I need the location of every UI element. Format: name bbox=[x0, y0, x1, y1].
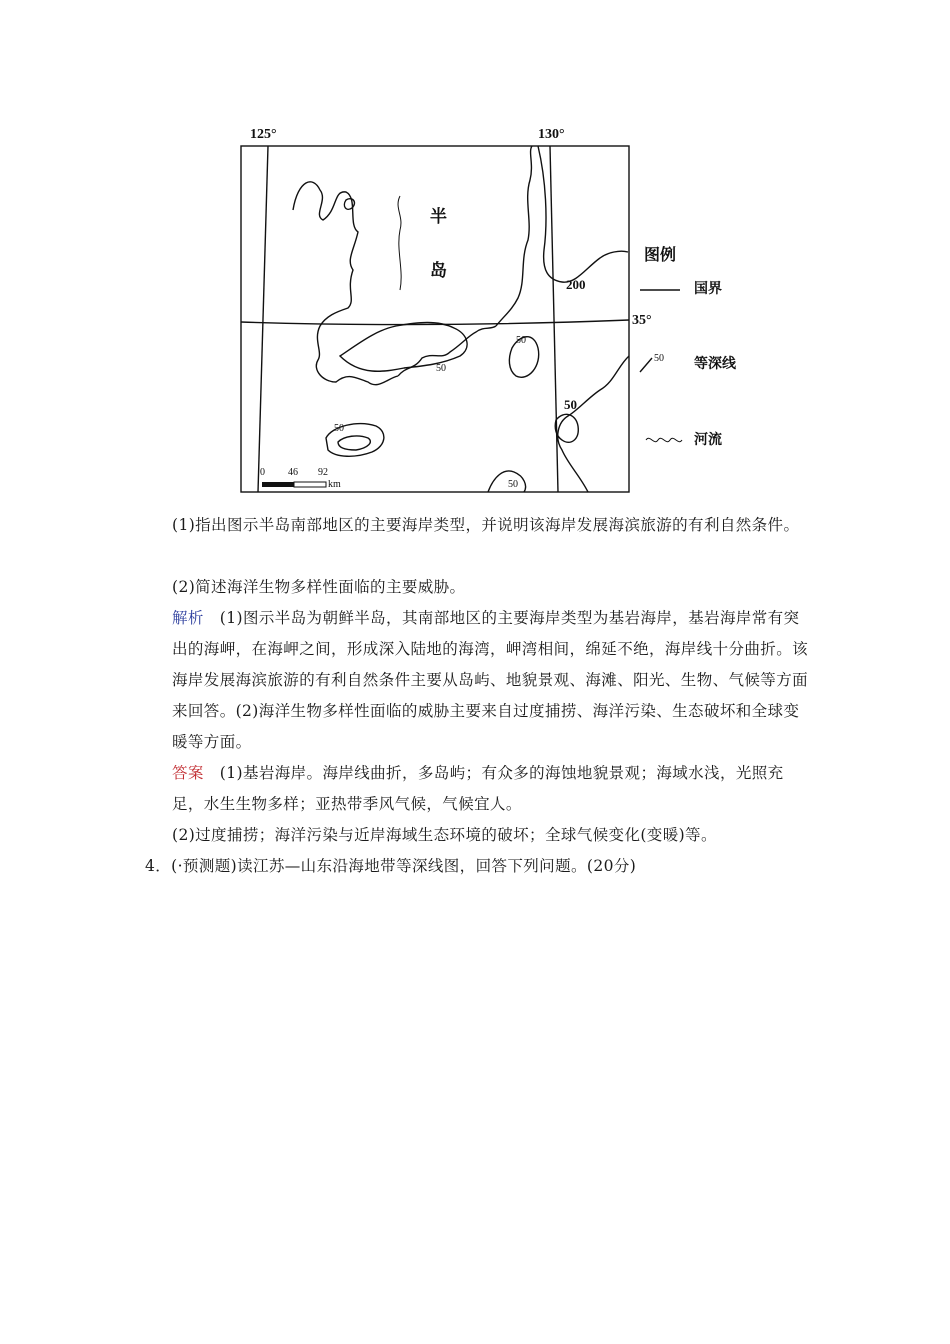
coastline-japan bbox=[558, 356, 629, 492]
isobath-50-label-c: 50 bbox=[564, 397, 577, 412]
analysis-block bbox=[172, 603, 812, 758]
isobath-50-label-e: 50 bbox=[508, 479, 518, 490]
question-4-header: 4．(·预测题)读江苏—山东沿海地带等深线图，回答下列问题。(20分) bbox=[145, 857, 637, 875]
map-drawing bbox=[228, 120, 748, 500]
meridian-125 bbox=[258, 146, 268, 492]
analysis-text: (1)图示半岛为朝鲜半岛，其南部地区的主要海岸类型为基岩海岸，基岩海岸常有突出的海岬，在海岬之间，形成深入陆地的海湾，岬湾相间，绵延不绝，海岸线十分曲折。该海岸发展海滨旅游的有利自然条件主要从岛屿、地貌景观、海滩、阳光、生物、气候等方面来回答。(2)海洋生物多样性面临的威胁主要来自过度捕捞、海洋污染、生态破坏和全球变暖等方面。 bbox=[172, 609, 809, 751]
answer-label: 答案 bbox=[172, 764, 204, 782]
lon-125-label: 125° bbox=[250, 127, 277, 142]
map-frame bbox=[241, 146, 629, 492]
scale-label-92: 92 bbox=[318, 467, 328, 478]
legend-river-line bbox=[646, 438, 682, 441]
coastline-south bbox=[398, 326, 496, 376]
river bbox=[398, 196, 401, 290]
isobath-50-label-b: 50 bbox=[516, 335, 526, 346]
answer-text-1: (1)基岩海岸。海岸线曲折，多岛屿；有众多的海蚀地貌景观；海域水浅，光照充足，水生生物多样；亚热带季风气候，气候宜人。 bbox=[172, 764, 784, 813]
peninsula-label-1: 半 bbox=[430, 207, 447, 226]
coastline-west bbox=[293, 182, 398, 385]
legend-border-label: 国界 bbox=[694, 282, 722, 297]
scale-label-0: 0 bbox=[260, 467, 265, 478]
coastline-east bbox=[496, 146, 532, 326]
answer-block bbox=[172, 758, 812, 820]
legend-title: 图例 bbox=[644, 247, 677, 264]
legend-isobath-label: 等深线 bbox=[694, 357, 736, 372]
lat-35-label: 35° bbox=[632, 313, 652, 328]
peninsula-label-2: 岛 bbox=[430, 261, 447, 280]
legend-isobath-value: 50 bbox=[654, 353, 664, 364]
island-north bbox=[344, 199, 354, 210]
legend-river-label: 河流 bbox=[694, 433, 722, 448]
scale-bar-black bbox=[262, 482, 294, 487]
scale-bar-white bbox=[294, 482, 326, 487]
isobath-50-south bbox=[340, 323, 467, 372]
map-figure bbox=[228, 120, 748, 500]
isobath-200-label: 200 bbox=[566, 277, 586, 292]
meridian-130 bbox=[550, 146, 558, 492]
scale-label-46: 46 bbox=[288, 467, 298, 478]
lon-130-label: 130° bbox=[538, 127, 565, 142]
question-2: (2)简述海洋生物多样性面临的主要威胁。 bbox=[172, 578, 466, 596]
isobath-50-label-d: 50 bbox=[334, 423, 344, 434]
legend-isobath-line bbox=[640, 358, 652, 372]
answer-text-2: (2)过度捕捞；海洋污染与近岸海域生态环境的破坏；全球气候变化(变暖)等。 bbox=[172, 826, 717, 844]
question-1: (1)指出图示半岛南部地区的主要海岸类型，并说明该海岸发展海滨旅游的有利自然条件。 bbox=[172, 516, 800, 534]
isobath-50-bottom bbox=[488, 471, 526, 492]
island-jeju bbox=[338, 436, 370, 450]
isobath-50-label-a: 50 bbox=[436, 363, 446, 374]
analysis-label: 解析 bbox=[172, 609, 204, 627]
scale-unit: km bbox=[328, 479, 341, 490]
